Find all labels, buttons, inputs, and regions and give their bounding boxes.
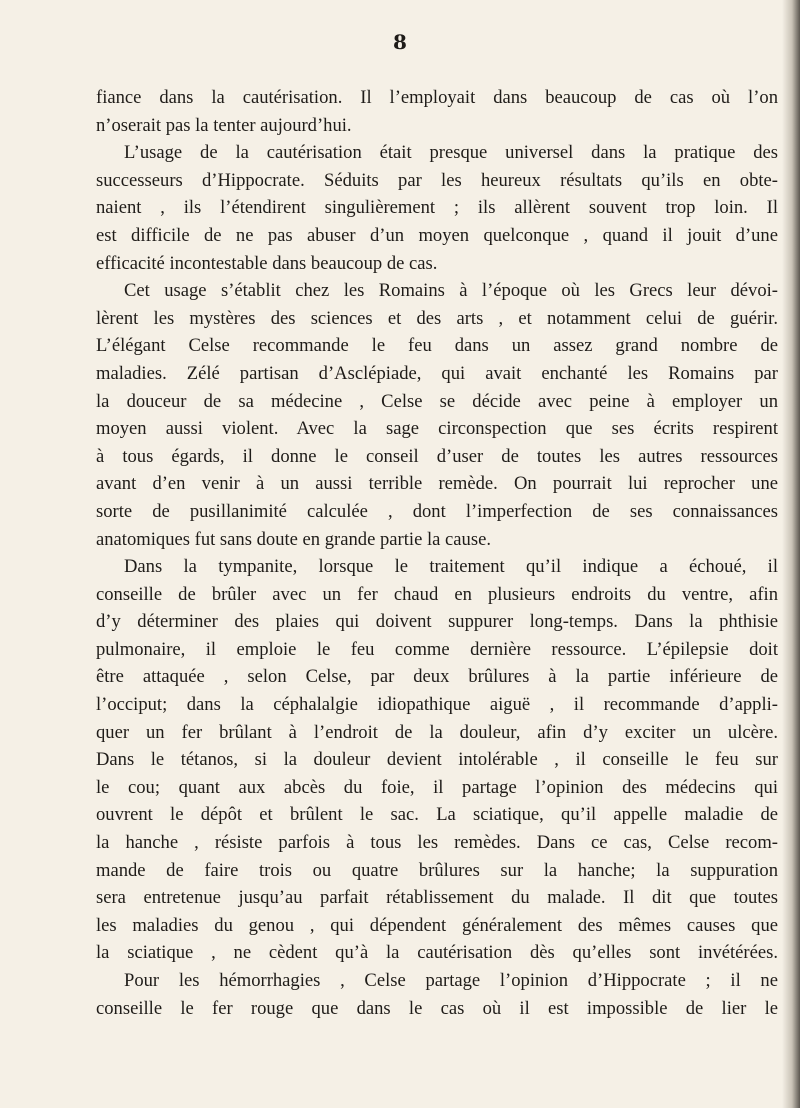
- text-line: la hanche , résiste parfois à tous les remèdes. Dans ce cas, Celse recom-: [96, 832, 778, 854]
- text-line: naient , ils l’étendirent singulièrement ; ils allèrent souvent trop loin. Il: [96, 197, 778, 219]
- text-line: la douceur de sa médecine , Celse se décide avec peine à employer un: [96, 390, 778, 412]
- body-text: [96, 84, 778, 1022]
- text-line: fiance dans la cautérisation. Il l’employait dans beaucoup de cas où l’on: [96, 87, 778, 108]
- text-line: le cou; quant aux abcès du foie, il partage l’opinion des médecins qui: [96, 776, 778, 798]
- text-line: pulmonaire, il emploie le feu comme dernière ressource. L’épilepsie doit: [96, 638, 778, 660]
- text-line: l’occiput; dans la céphalalgie idiopathique aiguë , il recommande d’appli-: [96, 694, 778, 716]
- text-line: avant d’en venir à un aussi terrible remède. On pourrait lui reprocher une: [96, 473, 778, 495]
- text-line: successeurs d’Hippocrate. Séduits par les heureux résultats qu’ils en obte-: [96, 169, 778, 191]
- text-line: mande de faire trois ou quatre brûlures sur la hanche; la suppuration: [96, 859, 778, 881]
- text-line: anatomiques fut sans doute en grande partie la cause.: [96, 528, 491, 550]
- text-line: lèrent les mystères des sciences et des arts , et notamment celui de guérir.: [96, 307, 778, 329]
- text-line: quer un fer brûlant à l’endroit de la douleur, afin d’y exciter un ulcère.: [96, 721, 778, 743]
- text-line: Cet usage s’établit chez les Romains à l’époque où les Grecs leur dévoi-: [124, 280, 778, 302]
- text-line: Pour les hémorrhagies , Celse partage l’opinion d’Hippocrate ; il ne: [124, 970, 778, 991]
- text-line: est difficile de ne pas abuser d’un moyen quelconque , quand il jouit d’une: [96, 224, 778, 246]
- text-line: Dans la tympanite, lorsque le traitement qu’il indique a échoué, il: [124, 556, 778, 578]
- text-line: conseille le fer rouge que dans le cas où il est impossible de lier le: [96, 997, 778, 1019]
- text-line: conseille de brûler avec un fer chaud en plusieurs endroits du ventre, afin: [96, 583, 778, 605]
- text-line: n’oserait pas la tenter aujourd’hui.: [96, 114, 352, 136]
- text-line: sera entretenue jusqu’au parfait rétablissement du malade. Il dit que toutes: [96, 887, 778, 909]
- text-line: à tous égards, il donne le conseil d’user de toutes les autres ressources: [96, 445, 778, 467]
- text-line: la sciatique , ne cèdent qu’à la cautérisation dès qu’elles sont invétérées.: [96, 942, 778, 964]
- page-number: 8: [393, 30, 407, 54]
- text-line: être attaquée , selon Celse, par deux brûlures à la partie inférieure de: [96, 666, 778, 688]
- text-line: L’usage de la cautérisation était presque universel dans la pratique des: [124, 142, 778, 164]
- text-line: Dans le tétanos, si la douleur devient intolérable , il conseille le feu sur: [96, 749, 778, 771]
- text-line: sorte de pusillanimité calculée , dont l’imperfection de ses connaissances: [96, 500, 778, 522]
- page-edge-shadow: [782, 0, 800, 1108]
- text-line: moyen aussi violent. Avec la sage circonspection que ses écrits respirent: [96, 418, 778, 440]
- text-line: ouvrent le dépôt et brûlent le sac. La sciatique, qu’il appelle maladie de: [96, 804, 778, 826]
- text-line: efficacité incontestable dans beaucoup de cas.: [96, 252, 438, 274]
- text-line: les maladies du genou , qui dépendent généralement des mêmes causes que: [96, 914, 778, 936]
- text-line: maladies. Zélé partisan d’Asclépiade, qui avait enchanté les Romains par: [96, 362, 778, 384]
- text-line: d’y déterminer des plaies qui doivent suppurer long-temps. Dans la phthisie: [96, 611, 778, 633]
- text-line: L’élégant Celse recommande le feu dans un assez grand nombre de: [96, 335, 778, 357]
